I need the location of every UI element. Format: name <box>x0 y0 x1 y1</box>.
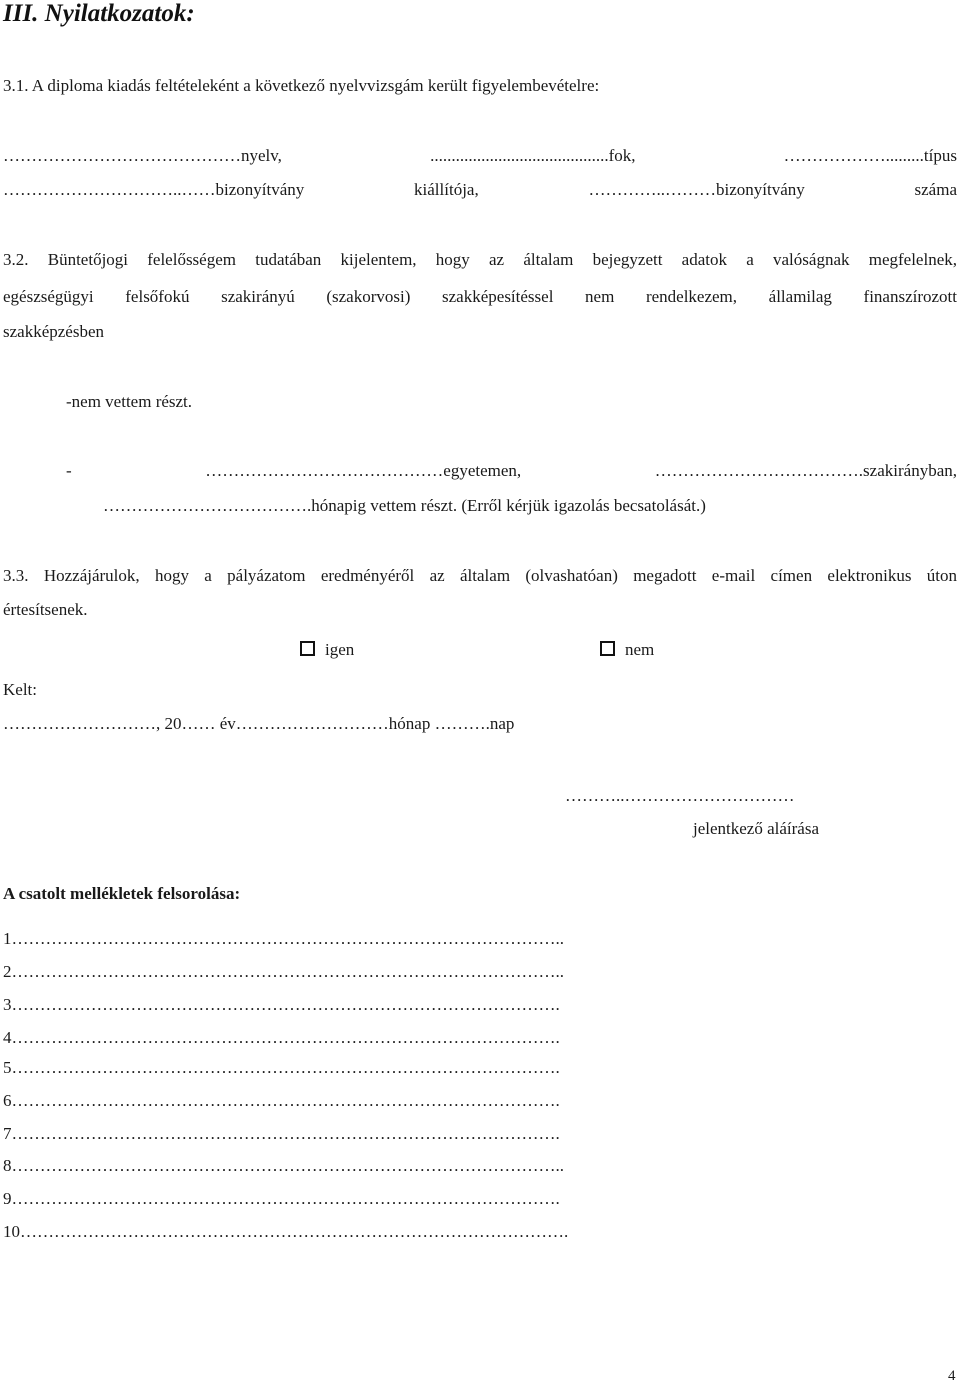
kelt-label: Kelt: <box>3 680 37 699</box>
section-3-3-line-2: értesítsenek. <box>3 600 88 619</box>
date-line: ………………………, 20…… év………………………hónap ……….nap <box>3 714 515 733</box>
attachment-line-6: 6……………………………………………………………………………………. <box>3 1091 560 1110</box>
section-3-1-intro: 3.1. A diploma kiadás feltételeként a következő nyelvvizsgám került figyelembevételre: <box>3 76 600 95</box>
attachment-line-9: 9……………………………………………………………………………………. <box>3 1189 560 1208</box>
section-3-3-line-1: 3.3. Hozzájárulok, hogy a pályázatom eredményéről az általam (olvashatóan) megadott e-mail címen elektronikus úton <box>3 566 957 585</box>
attachment-line-8: 8…………………………………………………………………………………….. <box>3 1156 564 1175</box>
attachment-line-4: 4……………………………………………………………………………………. <box>3 1028 560 1047</box>
consent-yes-option[interactable] <box>300 640 354 660</box>
page-number: 4 <box>948 1368 956 1384</box>
option-not-participated: -nem vettem részt. <box>66 392 193 411</box>
checkbox-yes[interactable] <box>300 641 315 656</box>
signature-label: jelentkező aláírása <box>693 819 820 838</box>
attachment-line-1: 1…………………………………………………………………………………….. <box>3 929 564 948</box>
attachment-line-2: 2…………………………………………………………………………………….. <box>3 962 564 981</box>
attachment-line-5: 5……………………………………………………………………………………. <box>3 1058 560 1077</box>
attachment-line-7: 7……………………………………………………………………………………. <box>3 1124 560 1143</box>
option-participated-line-1: - ……………………………………egyetemen, ……………………………….szakirányban, <box>66 461 957 480</box>
language-exam-line: ……………………………………nyelv, ..........................................fok, ……………….........típus <box>3 146 957 165</box>
section-title: III. Nyilatkozatok: <box>3 0 195 27</box>
consent-no-option[interactable] <box>600 640 654 660</box>
certificate-line: …………………………..……bizonyítvány kiállítója, …………..………bizonyítvány száma <box>3 180 957 199</box>
section-3-2-line-2: egészségügyi felsőfokú szakirányú (szakorvosi) szakképesítéssel nem rendelkezem, államilag finanszírozott <box>3 287 957 306</box>
attachment-line-3: 3……………………………………………………………………………………. <box>3 995 560 1014</box>
section-3-2-line-3: szakképzésben <box>3 322 105 341</box>
attachment-line-10: 10……………………………………………………………………………………. <box>3 1222 569 1241</box>
option-participated-line-2: ……………………………….hónapig vettem részt. (Erről kérjük igazolás becsatolását.) <box>103 496 706 515</box>
consent-yes-label: igen <box>325 640 355 659</box>
attachments-heading: A csatolt mellékletek felsorolása: <box>3 884 241 903</box>
signature-dots: ………..………………………… <box>565 786 795 805</box>
checkbox-no[interactable] <box>600 641 615 656</box>
section-3-2-line-1: 3.2. Büntetőjogi felelősségem tudatában kijelentem, hogy az általam bejegyzett adatok a valóságnak megfelelnek, <box>3 250 957 269</box>
consent-no-label: nem <box>625 640 655 659</box>
